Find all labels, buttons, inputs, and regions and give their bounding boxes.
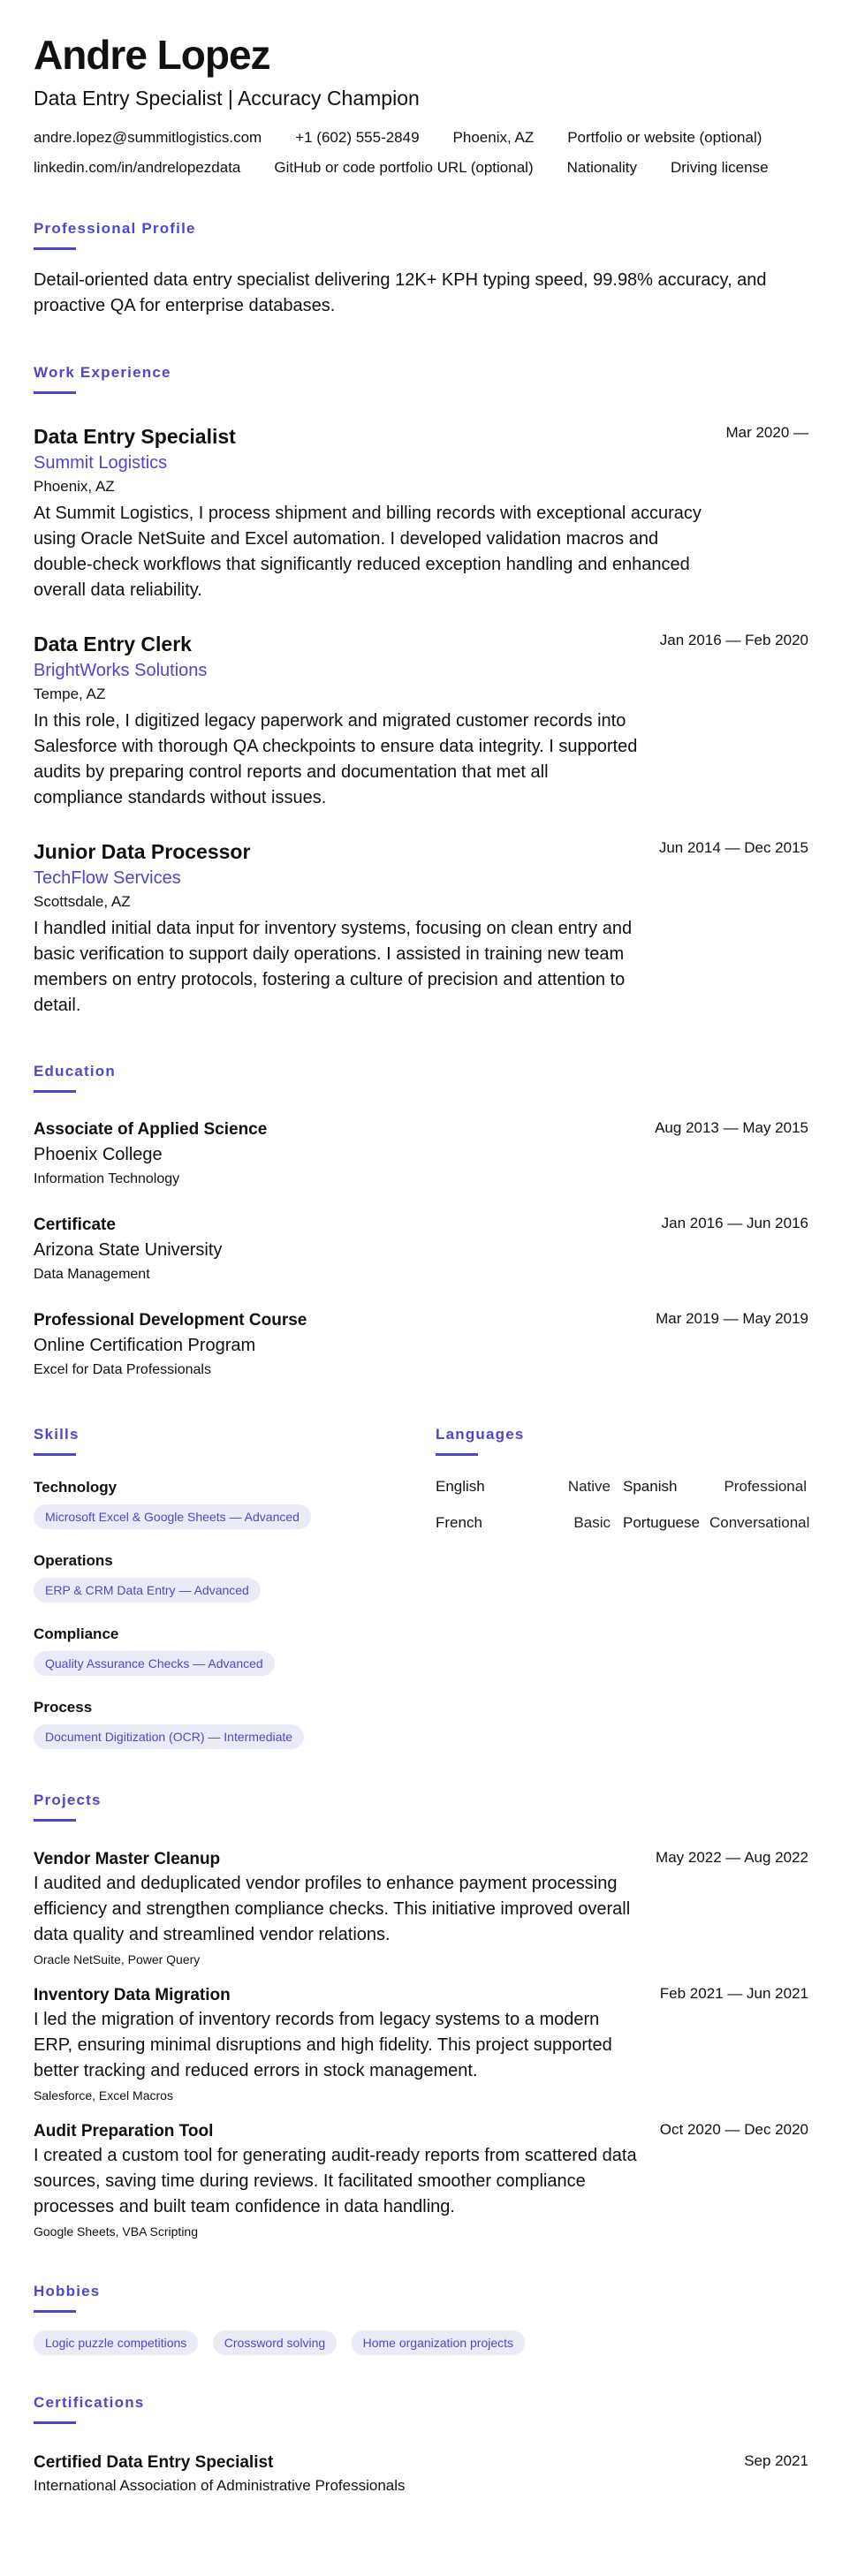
education-field: Information Technology (34, 1171, 180, 1186)
skill-chip: Microsoft Excel & Google Sheets — Advanced (34, 1504, 311, 1529)
job-title: Junior Data Processor (34, 840, 251, 863)
project-description: I created a custom tool for generating audit-ready reports from scattered data sources, saving time during reviews. It facilitated smoother compliance processes and built team confidence in data handling. (34, 2146, 637, 2216)
job-date: Jun 2014 — Dec 2015 (658, 839, 808, 856)
job-company: TechFlow Services (34, 868, 181, 888)
skill-category: Compliance (34, 1625, 119, 1642)
education-entry (34, 1119, 808, 1189)
contact-location: Phoenix, AZ (452, 129, 535, 146)
certification-issuer: International Association of Administrative Professionals (34, 2477, 406, 2494)
section-divider (34, 247, 76, 250)
education-date: Aug 2013 — May 2015 (655, 1119, 808, 1136)
job-location: Scottsdale, AZ (34, 893, 131, 910)
section-divider (34, 2310, 76, 2313)
education-school: Phoenix College (34, 1145, 163, 1164)
section-certifications (34, 2394, 808, 2496)
project-tech: Oracle NetSuite, Power Query (34, 1952, 201, 1966)
section-divider (34, 2421, 76, 2424)
section-education (34, 1063, 808, 1380)
job-entry (34, 424, 808, 603)
skill-group (34, 1625, 436, 1676)
education-field: Data Management (34, 1267, 150, 1282)
education-date: Jan 2016 — Jun 2016 (661, 1215, 808, 1231)
project-title: Audit Preparation Tool (34, 2122, 214, 2140)
section-title: Languages (436, 1426, 525, 1443)
education-degree: Professional Development Course (34, 1311, 307, 1330)
section-title: Certifications (34, 2394, 145, 2411)
education-date: Mar 2019 — May 2019 (656, 1310, 808, 1327)
section-divider (34, 391, 76, 394)
job-location: Phoenix, AZ (34, 478, 115, 495)
job-date: Mar 2020 — (725, 424, 808, 441)
language-level: Conversational (709, 1514, 810, 1531)
education-degree: Associate of Applied Science (34, 1120, 268, 1139)
section-hobbies (34, 2283, 808, 2355)
skill-chip: Quality Assurance Checks — Advanced (34, 1651, 275, 1676)
hobby-chip: Crossword solving (213, 2330, 337, 2355)
contact-portfolio[interactable]: Portfolio or website (optional) (567, 129, 762, 146)
skill-chip: Document Digitization (OCR) — Intermediate (34, 1724, 304, 1749)
hobby-chip: Home organization projects (352, 2330, 525, 2355)
job-entry (34, 839, 808, 1019)
contact-phone[interactable]: +1 (602) 555-2849 (295, 129, 420, 146)
job-location: Tempe, AZ (34, 686, 106, 702)
contact-email[interactable]: andre.lopez@summitlogistics.com (34, 129, 262, 146)
language-list (436, 1478, 810, 1532)
section-divider (34, 1090, 76, 1093)
section-languages (436, 1426, 810, 1749)
project-entry (34, 2121, 808, 2240)
contact-nationality: Nationality (566, 159, 637, 176)
project-description: I led the migration of inventory records from legacy systems to a modern ERP, ensuring minimal disruptions and high fidelity. This project supported better tracking and reduced errors in stock management. (34, 2010, 612, 2080)
language-name: English (436, 1478, 485, 1495)
project-date: May 2022 — Aug 2022 (656, 1849, 808, 1866)
language-level: Native (567, 1478, 611, 1495)
skill-category: Technology (34, 1479, 118, 1496)
job-entry (34, 632, 808, 811)
skill-category: Process (34, 1699, 93, 1716)
skill-group (34, 1478, 436, 1529)
education-entry (34, 1215, 808, 1284)
contact-driving-license: Driving license (670, 159, 769, 176)
education-entry (34, 1310, 808, 1380)
contact-github[interactable]: GitHub or code portfolio URL (optional) (274, 159, 534, 176)
project-date: Oct 2020 — Dec 2020 (659, 2121, 808, 2138)
language-name: French (436, 1514, 482, 1531)
profile-summary: Detail-oriented data entry specialist delivering 12K+ KPH typing speed, 99.98% accuracy, and proactive QA for enterprise databases. (34, 270, 767, 315)
job-title: Data Entry Clerk (34, 633, 192, 655)
project-tech: Google Sheets, VBA Scripting (34, 2224, 198, 2239)
certification-date: Sep 2021 (744, 2452, 808, 2469)
section-title: Hobbies (34, 2283, 101, 2299)
section-work-experience (34, 364, 808, 1019)
hobby-chip: Logic puzzle competitions (34, 2330, 198, 2355)
language-name: Spanish (623, 1478, 678, 1495)
job-description: I handled initial data input for inventory systems, focusing on clean entry and basic verification to support daily operations. I assisted in training new team members on entry protocols, fostering a culture of precision and attention to detail. (34, 919, 633, 1015)
project-title: Inventory Data Migration (34, 1986, 231, 2004)
skill-category: Operations (34, 1552, 113, 1569)
education-degree: Certificate (34, 1216, 116, 1234)
language-level: Professional (724, 1478, 807, 1495)
section-projects (34, 1792, 808, 2240)
section-divider (436, 1453, 478, 1456)
resume-header (34, 30, 808, 176)
candidate-name: Andre Lopez (34, 32, 270, 78)
contact-list (34, 129, 808, 176)
project-tech: Salesforce, Excel Macros (34, 2088, 173, 2102)
certification-entry (34, 2452, 808, 2496)
candidate-tagline: Data Entry Specialist | Accuracy Champion (34, 87, 420, 110)
section-title: Education (34, 1063, 116, 1080)
skills-languages-row (34, 1426, 808, 1749)
project-description: I audited and deduplicated vendor profiles to enhance payment processing efficiency and strengthen compliance checks. This initiative improved overall data quality and streamlined vendor relations. (34, 1874, 631, 1944)
project-entry (34, 1985, 808, 2104)
section-divider (34, 1453, 76, 1456)
job-date: Jan 2016 — Feb 2020 (659, 632, 808, 648)
job-company: BrightWorks Solutions (34, 661, 208, 680)
section-skills (34, 1426, 436, 1749)
skill-group (34, 1551, 436, 1602)
section-title: Skills (34, 1426, 80, 1443)
hobby-list (34, 2323, 808, 2355)
job-company: Summit Logistics (34, 453, 168, 473)
project-date: Feb 2021 — Jun 2021 (659, 1985, 808, 2002)
skill-group (34, 1698, 436, 1749)
education-school: Online Certification Program (34, 1336, 256, 1355)
section-title: Projects (34, 1792, 102, 1808)
section-divider (34, 1819, 76, 1822)
section-profile (34, 220, 808, 319)
education-field: Excel for Data Professionals (34, 1362, 211, 1377)
project-entry (34, 1849, 808, 1968)
language-level: Basic (573, 1514, 611, 1531)
job-description: At Summit Logistics, I process shipment and billing records with exceptional accuracy using Oracle NetSuite and Excel automation. I developed validation macros and double-check workflows that significantly reduced exception handling and enhanced overall data reliability. (34, 504, 702, 600)
education-school: Arizona State University (34, 1240, 223, 1260)
contact-linkedin[interactable]: linkedin.com/in/andrelopezdata (34, 159, 241, 176)
section-title: Work Experience (34, 364, 171, 381)
language-name: Portuguese (623, 1514, 700, 1531)
project-title: Vendor Master Cleanup (34, 1850, 221, 1868)
certification-name: Certified Data Entry Specialist (34, 2453, 274, 2472)
job-title: Data Entry Specialist (34, 425, 236, 448)
job-description: In this role, I digitized legacy paperwork and migrated customer records into Salesforce with thorough QA checkpoints to ensure data integrity. I supported audits by preparing control reports and documentation that met all compliance standards without issues. (34, 711, 638, 807)
section-title: Professional Profile (34, 220, 196, 237)
skill-chip: ERP & CRM Data Entry — Advanced (34, 1578, 261, 1602)
